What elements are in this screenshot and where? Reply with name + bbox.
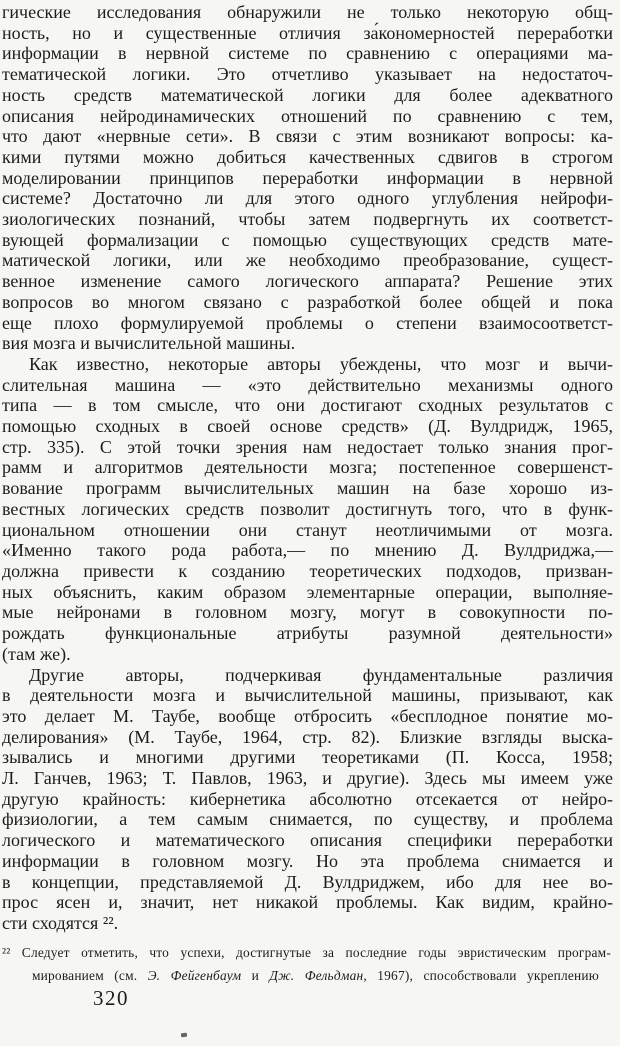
- text-line: типа — в том смысле, что они достигают сходных результатов с: [2, 395, 613, 416]
- text-line: «Именно такого рода работа,— по мнению Д. Вулдриджа,—: [2, 540, 613, 561]
- text-line: сти сходятся ²².: [2, 912, 119, 933]
- text-line: прос ясен и, значит, нет никакой проблемы. Как видим, крайно-: [2, 892, 613, 913]
- footnote-text: мированием (см.: [32, 968, 148, 983]
- footnote-text: и: [241, 968, 270, 983]
- text-line: ность средств математической логики для более адекватного: [2, 84, 613, 105]
- text-line: в концепции, представляемой Д. Вулдриджем, ибо для нее во-: [2, 871, 613, 892]
- footnote-author: Э. Фейгенбаум: [147, 968, 242, 983]
- text-line: слительная машина — «это действительно механизмы одного: [2, 374, 613, 395]
- text-line: Как известно, некоторые авторы убеждены, что мозг и вычи-: [29, 353, 613, 374]
- text-line: зиологических познаний, чтобы затем подвергнуть их соответст-: [2, 209, 613, 230]
- footnote: [2, 941, 611, 987]
- scan-speck: [181, 1033, 187, 1038]
- text-line: венное изменение самого логического аппарата? Решение этих: [2, 271, 613, 292]
- text-line: информации в головном мозгу. Но эта проблема снимается и: [2, 850, 613, 871]
- text-line: физиологии, а тем самым снимается, по существу, и проблема: [2, 809, 613, 830]
- text-line: помощью сходных в своей основе средств» (Д. Вулдридж, 1965,: [2, 416, 613, 437]
- body-text: [2, 2, 613, 934]
- footnote-line: [2, 941, 611, 964]
- text-line: кими путями можно добиться качественных сдвигов в строгом: [2, 146, 613, 167]
- text-line: ность, но и существенные отличия за́кономерностей переработки: [2, 22, 613, 43]
- text-line: циональном отношении они станут неотличимыми от мозга.: [2, 519, 613, 540]
- footnote-text: , 1967), способствовали укреплению: [363, 968, 599, 983]
- text-line: мые нейронами в головном мозгу, могут в совокупности по-: [2, 602, 613, 623]
- text-line: Другие авторы, подчеркивая фундаментальные различия: [29, 664, 613, 685]
- text-line: описания нейродинамических отношений по сравнению с тем,: [2, 105, 613, 126]
- footnote-marker: ²²: [2, 945, 11, 960]
- text-line: это делает М. Таубе, вообще отбросить «бесплодное понятие мо-: [2, 705, 613, 726]
- text-line: логического и математического описания специфики переработки: [2, 830, 613, 851]
- text-line: тематической логики. Это отчетливо указывает на недостаточ-: [2, 64, 613, 85]
- text-line: вия мозга и вычислительной машины.: [2, 333, 296, 354]
- footnote-text: Следует отметить, что успехи, достигнутые за последние годы эвристическим програм-: [10, 945, 611, 960]
- text-line: (там же).: [2, 643, 71, 664]
- text-line: в деятельности мозга и вычислительной машины, призывают, как: [2, 685, 613, 706]
- text-line: вование программ вычислительных машин на базе хорошо из-: [2, 478, 613, 499]
- footnote-author: Дж. Фельдман: [269, 968, 364, 983]
- text-line: рамм и алгоритмов деятельности мозга; постепенное совершенст-: [2, 457, 613, 478]
- text-line: вопросов во многом связано с разработкой более общей и пока: [2, 291, 613, 312]
- text-line: рождать функциональные атрибуты разумной деятельности»: [2, 623, 613, 644]
- text-line: информации в нервной системе по сравнению с операциями ма-: [2, 43, 613, 64]
- text-line: системе? Достаточно ли для этого одного углубления нейрофи-: [2, 188, 613, 209]
- text-line: вестных логических средств позволит достигнуть того, что в функ-: [2, 498, 613, 519]
- text-line: другую крайность: кибернетика абсолютно отсекается от нейро-: [2, 788, 613, 809]
- text-line: ных объяснить, каким образом элементарные операции, выполняе-: [2, 581, 613, 602]
- text-line: моделировании принципов переработки информации в нервной: [2, 167, 613, 188]
- text-line: Л. Ганчев, 1963; Т. Павлов, 1963, и другие). Здесь мы имеем уже: [2, 768, 613, 789]
- text-line: должна привести к созданию теоретических подходов, призван-: [2, 560, 613, 581]
- text-line: делирования» (М. Таубе, 1964, стр. 82). Близкие взгляды выска-: [2, 726, 613, 747]
- text-line: матической логики, или же необходимо преобразование, сущест-: [2, 250, 613, 271]
- text-line: зывались и многими другими теоретиками (П. Косса, 1958;: [2, 747, 613, 768]
- footnote-line: [2, 964, 611, 987]
- text-line: что дают «нервные сети». В связи с этим возникают вопросы: ка-: [2, 126, 613, 147]
- text-line: еще плохо формулируемой проблемы о степени взаимосоответст-: [2, 312, 613, 333]
- page-number: 320: [93, 986, 129, 1010]
- text-line: стр. 335). С этой точки зрения нам недостает только знания прог-: [2, 436, 613, 457]
- text-line: вующей формализации с помощью существующих средств мате-: [2, 229, 613, 250]
- text-line: гические исследования обнаружили не только некоторую общ-: [2, 2, 613, 22]
